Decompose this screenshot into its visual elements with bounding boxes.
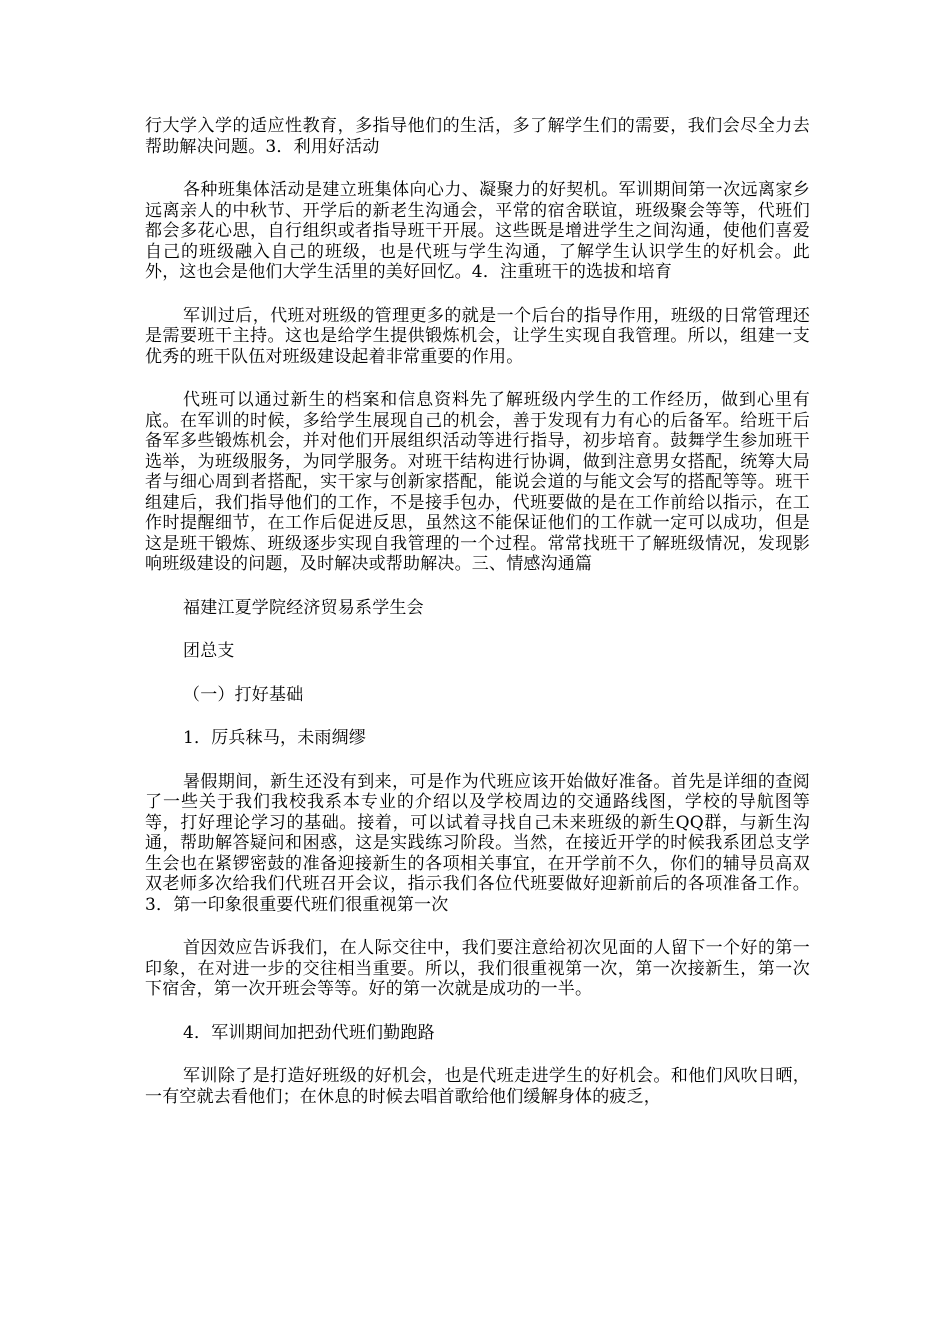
paragraph-5: 暑假期间，新生还没有到来，可是作为代班应该开始做好准备。首先是详细的查阅了一些关于我们我校我系本专业的介绍以及学校周边的交通路线图，学校的导航图等等，打好理论学习的基础。接着，可以试着寻找自己未来班级的新生QQ群，与新生沟通，帮助解答疑问和困惑，这是实践练习阶段。当然，在接近开学的时候我系团总支学生会也在紧锣密鼓的准备迎接新生的各项相关事宜，在开学前不久，你们的辅导员高双双老师多次给我们代班召开会议，指示我们各位代班要做好迎新前后的各项准备工作。3．第一印象很重要代班们很重视第一次	[145, 771, 810, 915]
paragraph-1: 行大学入学的适应性教育，多指导他们的生活，多了解学生们的需要，我们会尽全力去帮助解决问题。3．利用好活动	[145, 116, 810, 157]
paragraph-7: 军训除了是打造好班级的好机会，也是代班走进学生的好机会。和他们风吹日晒，一有空就去看他们；在休息的时候去唱首歌给他们缓解身体的疲乏，	[145, 1066, 810, 1107]
section-heading: （一）打好基础	[183, 684, 304, 705]
paragraph-3: 军训过后，代班对班级的管理更多的就是一个后台的指导作用，班级的日常管理还是需要班干主持。这也是给学生提供锻炼机会，让学生实现自我管理。所以，组建一支优秀的班干队伍对班级建设起着非常重要的作用。	[145, 305, 810, 367]
paragraph-4: 代班可以通过新生的档案和信息资料先了解班级内学生的工作经历，做到心里有底。在军训的时候，多给学生展现自己的机会，善于发现有力有心的后备军。给班干后备军多些锻炼机会，并对他们开展组织活动等进行指导，初步培育。鼓舞学生参加班干选举，为班级服务，为同学服务。对班干结构进行协调，做到注意男女搭配，统筹大局者与细心周到者搭配，实干家与创新家搭配，能说会道的与能文会写的搭配等等。班干组建后，我们指导他们的工作，不是接手包办，代班要做的是在工作前给以指示，在工作时提醒细节，在工作后促进反思，虽然这不能保证他们的工作就一定可以成功，但是这是班干锻炼、班级逐步实现自我管理的一个过程。常常找班干了解班级情况，发现影响班级建设的问题，及时解决或帮助解决。三、情感沟通篇	[145, 390, 810, 574]
subsection-heading-1: 1．厉兵秣马，未雨绸缪	[183, 728, 367, 748]
paragraph-org-name: 福建江夏学院经济贸易系学生会	[183, 597, 424, 618]
document-page	[145, 116, 810, 1130]
paragraph-org-unit: 团总支	[183, 641, 235, 661]
paragraph-2: 各种班集体活动是建立班集体向心力、凝聚力的好契机。军训期间第一次远离家乡远离亲人的中秋节、开学后的新老生沟通会，平常的宿舍联谊，班级聚会等等，代班们都会多花心思，自行组织或者指导班干开展。这些既是增进学生之间沟通，使他们喜爱自己的班级融入自己的班级，也是代班与学生沟通，了解学生认识学生的好机会。此外，这也会是他们大学生活里的美好回忆。4．注重班干的选拔和培育	[145, 180, 810, 282]
subsection-heading-4: 4．军训期间加把劲代班们勤跑路	[183, 1022, 435, 1043]
paragraph-6: 首因效应告诉我们，在人际交往中，我们要注意给初次见面的人留下一个好的第一印象，在对进一步的交往相当重要。所以，我们很重视第一次，第一次接新生，第一次下宿舍，第一次开班会等等。好的第一次就是成功的一半。	[145, 938, 810, 999]
